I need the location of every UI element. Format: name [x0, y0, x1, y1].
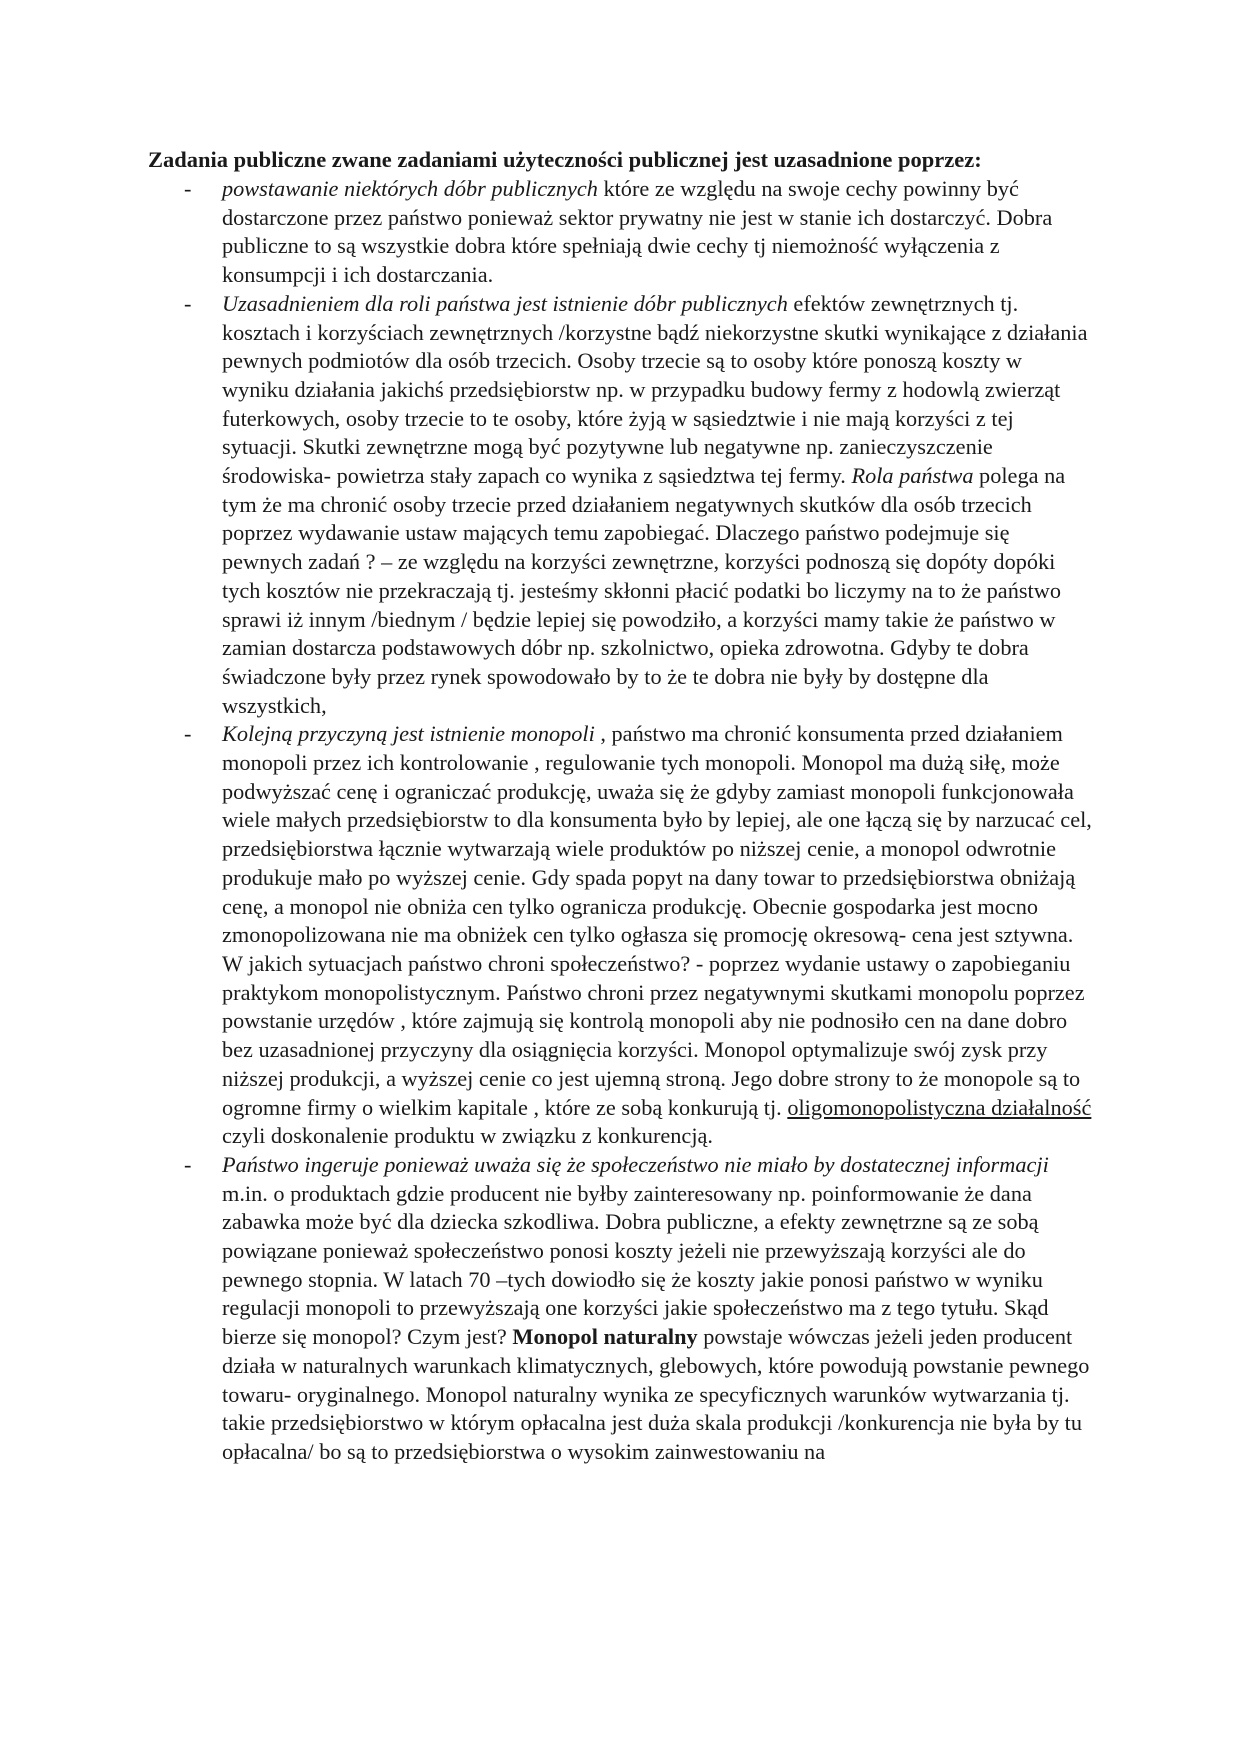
item-text: , państwo ma chronić konsumenta przed działaniem monopoli przez ich kontrolowanie , regulowanie tych monopoli. Monopol ma dużą siłę, może podwyższać cenę i ograniczać produkcję, uważa się że gdyby zamiast monopoli funkcjonowała wiele małych przedsiębiorstw to dla konsumenta było by lepiej, ale one łączą się by narzucać cel, przedsiębiorstwa łącznie wytwarzają wiele produktów po niższej cenie, a monopol odwrotnie produkuje mało po wyższej cenie. Gdy spada popyt na dany towar to przedsiębiorstwa obniżają cenę, a monopol nie obniża cen tylko ogranicza produkcję. Obecnie gospodarka jest mocno zmonopolizowana nie ma obniżek cen tylko ogłasza się promocję okresową- cena jest sztywna. W jakich sytuacjach państwo chroni społeczeństwo? - poprzez wydanie ustawy o zapobieganiu praktykom monopolistycznym. Państwo chroni przez negatywnymi skutkami monopolu poprzez powstanie urzędów , które zajmują się kontrolą monopoli aby nie podnosiło cen na dane dobro bez uzasadnionej przyczyny dla osiągnięcia korzyści. Monopol optymalizuje swój zysk przy niższej produkcji, a wyższej cenie co jest ujemną stroną. Jego dobre strony to że monopole są to ogromne firmy o wielkim kapitale , które ze sobą konkurują tj. [222, 721, 1092, 1120]
bullet-list [0, 175, 1240, 1467]
item-text: które ze względu na swoje cechy powinny być dostarczone przez państwo ponieważ sektor prywatny nie jest w stanie ich dostarczyć. Dobra publiczne to są wszystkie dobra które spełniają dwie cechy tj niemożność wyłączenia z konsumpcji i ich dostarczania. [222, 176, 1053, 288]
item-text: powstaje wówczas jeżeli jeden producent działa w naturalnych warunkach klimatycznych, glebowych, które powodują powstanie pewnego towaru- oryginalnego. Monopol naturalny wynika ze specyficznych warunków wytwarzania tj. takie przedsiębiorstwo w którym opłacalna jest duża skala produkcji /konkurencja nie była by tu opłacalna/ bo są to przedsiębiorstwa o wysokim zainwestowaniu na [222, 1324, 1090, 1464]
item-emphasis: Rola państwa [851, 463, 974, 489]
item-lead: Kolejną przyczyną jest istnienie monopoli [222, 721, 595, 747]
item-text: czyli doskonalenie produktu w związku z konkurencją. [222, 1123, 713, 1149]
item-text: polega na tym że ma chronić osoby trzecie przed działaniem negatywnych skutków dla osób trzecich poprzez wydawanie ustaw mających temu zapobiegać. Dlaczego państwo podejmuje się pewnych zadań ? – ze względu na korzyści zewnętrzne, korzyści podnoszą się dopóty dopóki tych kosztów nie przekraczają tj. jesteśmy skłonni płacić podatki bo liczymy na to że państwo sprawi iż innym /biednym / będzie lepiej się powodziło, a korzyści mamy takie że państwo w zamian dostarcza podstawowych dóbr np. szkolnictwo, opieka zdrowotna. Gdyby te dobra świadczone były przez rynek spowodowało by to że te dobra nie były by dostępne dla wszystkich, [222, 463, 1066, 718]
item-lead: Uzasadnieniem dla roli państwa jest istnienie dóbr publicznych [222, 290, 788, 316]
list-item [0, 290, 1092, 721]
list-item [0, 720, 1092, 1151]
bullet-dash: - [184, 176, 192, 201]
bullet-dash: - [184, 721, 192, 747]
list-item [0, 1151, 1092, 1467]
item-lead: Państwo ingeruje ponieważ uważa się że społeczeństwo nie miało by dostatecznej informacji [222, 1151, 1049, 1177]
bullet-dash: - [184, 290, 192, 316]
item-bold-term: Monopol naturalny [512, 1324, 698, 1350]
item-underlined-term: oligomonopolistyczna działalność [787, 1094, 1092, 1120]
bullet-dash: - [184, 1151, 192, 1177]
item-text: m.in. o produktach gdzie producent nie byłby zainteresowany np. poinformowanie że dana zabawka może być dla dziecka szkodliwa. Dobra publiczne, a efekty zewnętrzne są ze sobą powiązane ponieważ społeczeństwo ponosi koszty jeżeli nie przewyższają korzyści ale do pewnego stopnia. W latach 70 –tych dowiodło się że koszty jakie ponosi państwo w wyniku regulacji monopoli to przewyższają one korzyści jakie społeczeństwo ma z tego tytułu. Skąd bierze się monopol? Czym jest? [222, 1180, 1049, 1350]
document-heading: Zadania publiczne zwane zadaniami użyteczności publicznej jest uzasadnione poprzez: [148, 147, 982, 172]
item-lead: powstawanie niektórych dóbr publicznych [222, 176, 598, 201]
list-item [0, 175, 1092, 290]
item-text: efektów zewnętrznych tj. kosztach i korzyściach zewnętrznych /korzystne bądź niekorzystne skutki wynikające z działania pewnych podmiotów dla osób trzecich. Osoby trzecie są to osoby które ponoszą koszty w wyniku działania jakichś przedsiębiorstw np. w przypadku budowy fermy z hodowlą zwierząt futerkowych, osoby trzecie to te osoby, które żyją w sąsiedztwie i nie mają korzyści z tej sytuacji. Skutki zewnętrzne mogą być pozytywne lub negatywne np. zanieczyszczenie środowiska- powietrza stały zapach co wynika z sąsiedztwa tej fermy. [222, 290, 1088, 489]
